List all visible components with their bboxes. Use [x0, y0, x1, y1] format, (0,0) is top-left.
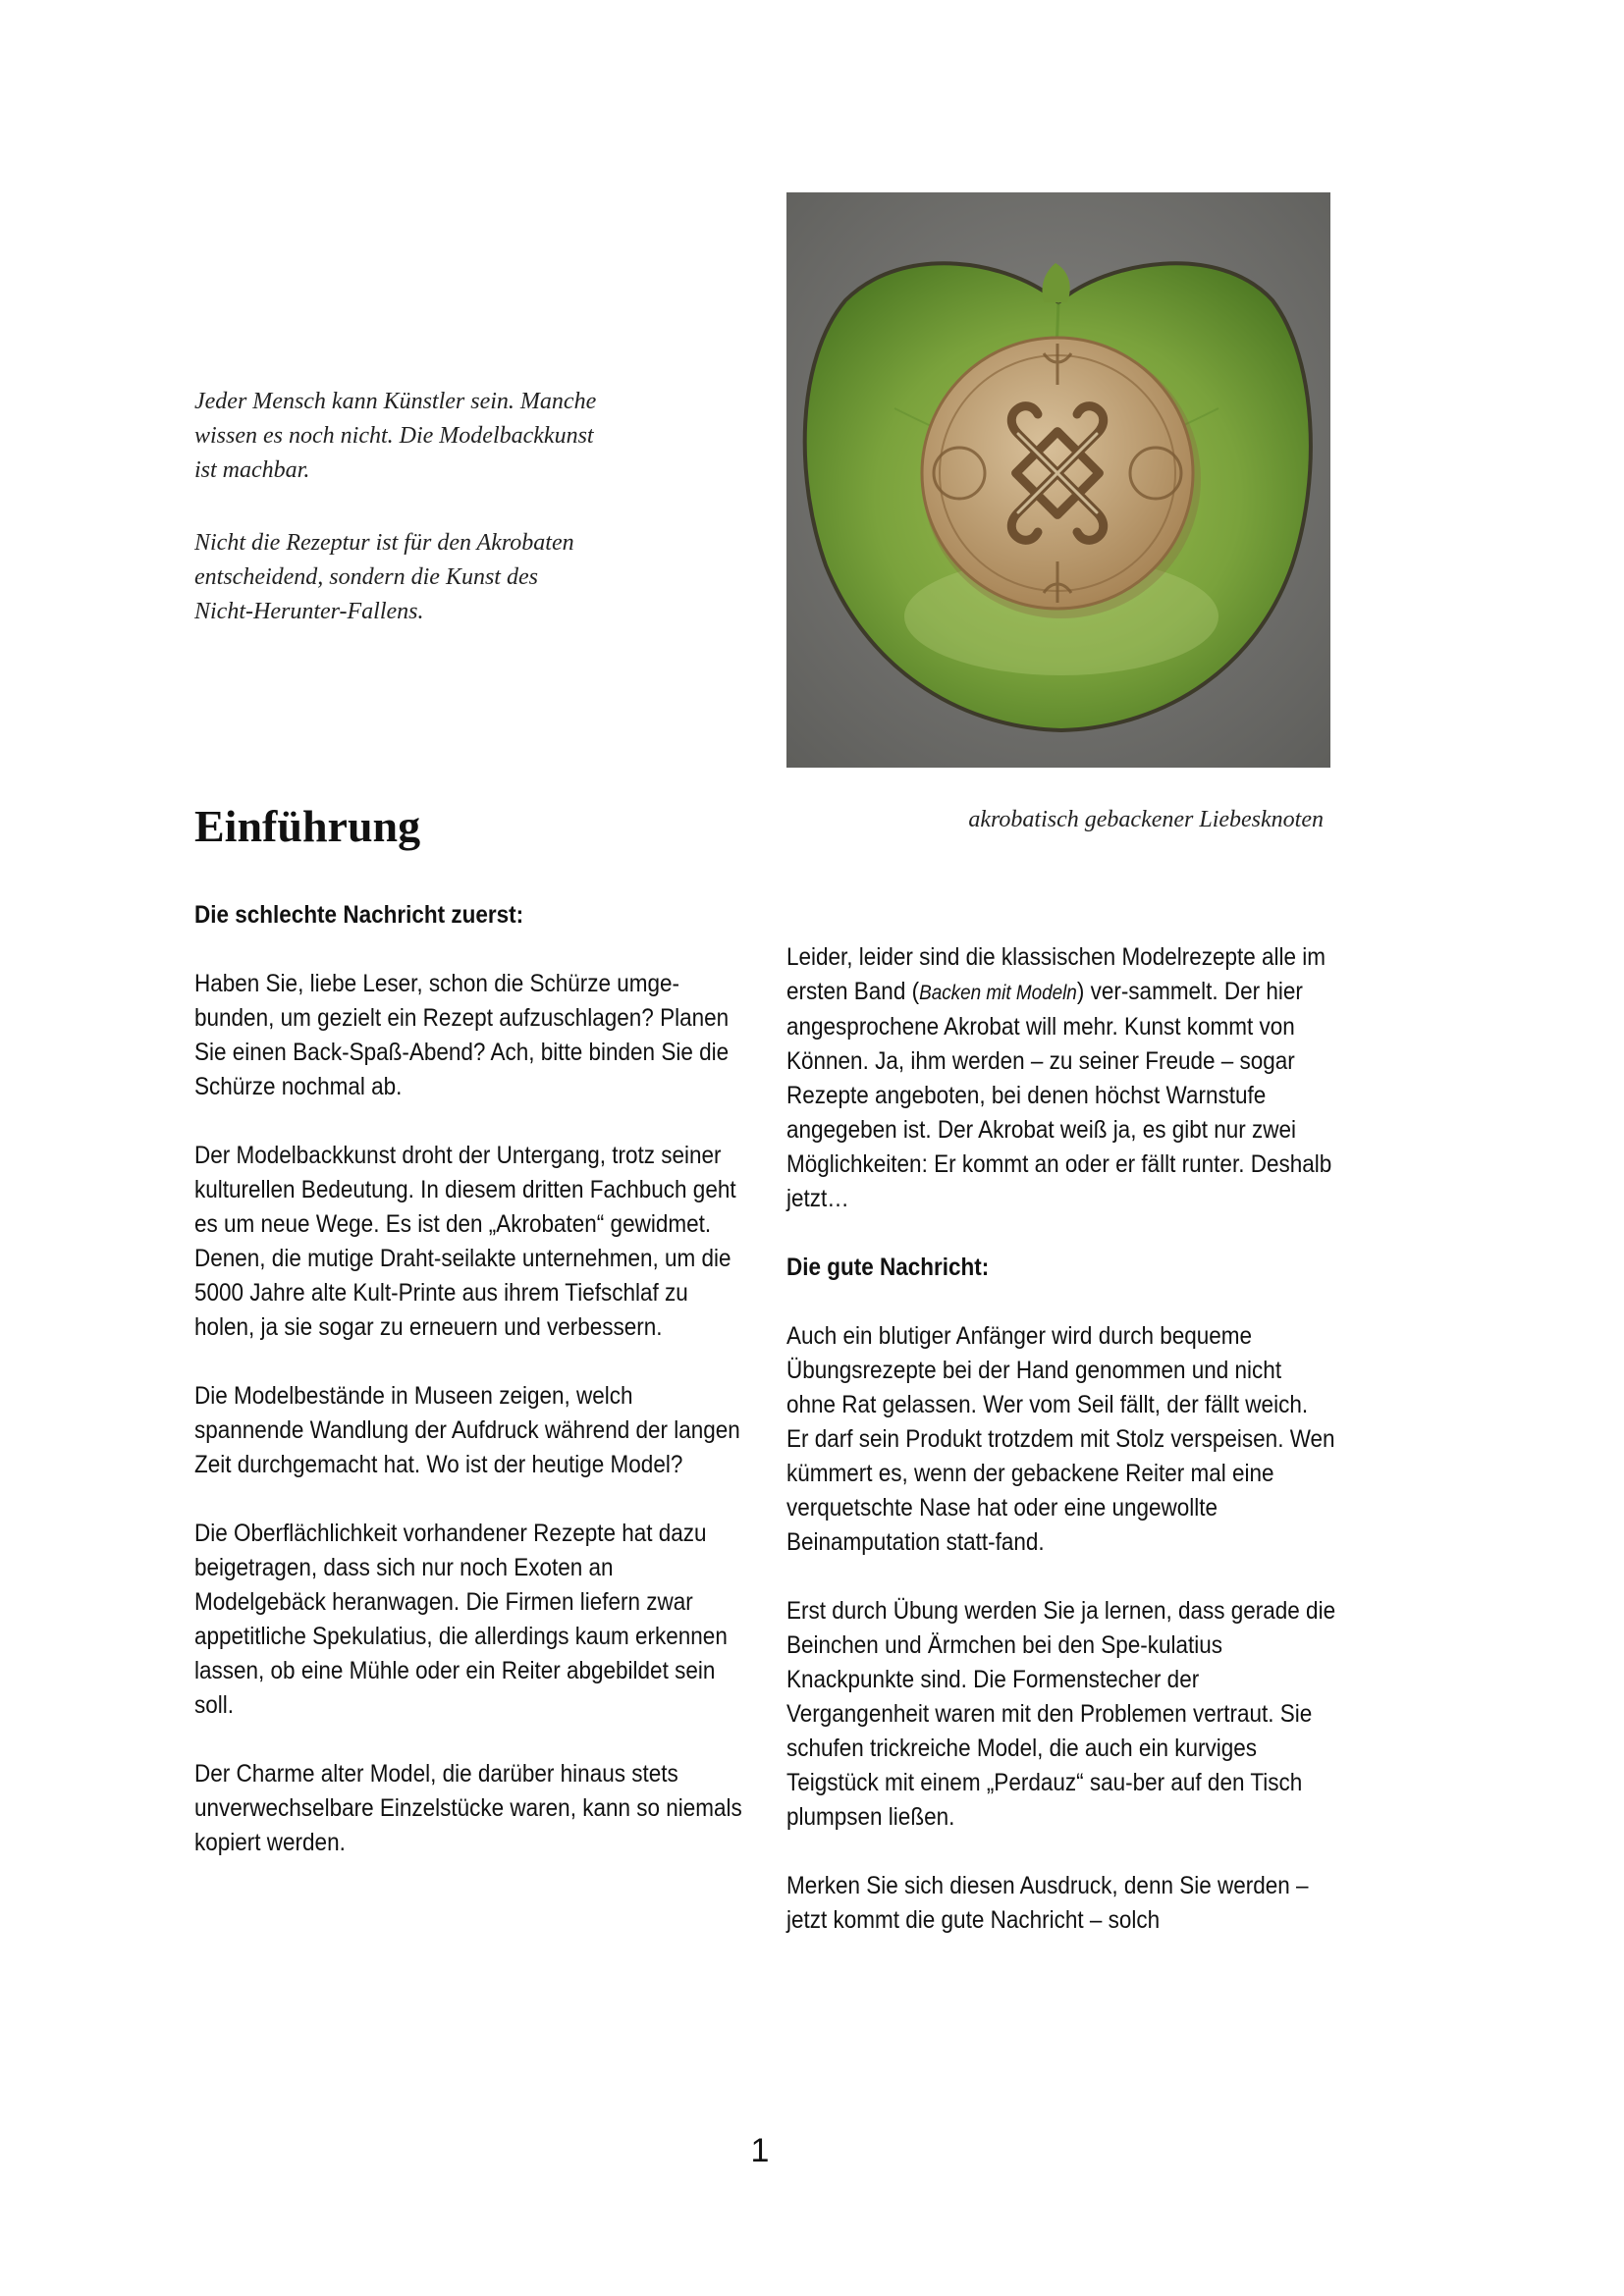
- book-title: Backen mit Modeln: [919, 982, 1077, 1004]
- paragraph: Erst durch Übung werden Sie ja lernen, dass gerade die Beinchen und Ärmchen bei den Spe-kulatius Knackpunkte sind. Die Formenstecher der Vergangenheit waren mit den Problemen vertraut. Sie schufen trickreiche Model, die auch ein kurviges Teigstück mit einem „Perdauz“ sau-ber auf den Tisch plumpsen ließen.: [786, 1597, 1336, 1831]
- paragraph: Merken Sie sich diesen Ausdruck, denn Sie werden – jetzt kommt die gute Nachricht – solch: [786, 1872, 1309, 1934]
- page-number: 1: [750, 2132, 770, 2169]
- right-column: [786, 940, 1336, 1938]
- paragraph: Auch ein blutiger Anfänger wird durch bequeme Übungsrezepte bei der Hand genommen und nicht ohne Rat gelassen. Wer vom Seil fällt, der fällt weich. Er darf sein Produkt trotzdem mit Stolz verspeisen. Wen kümmert es, wenn der gebackene Reiter mal eine verquetschte Nase hat oder eine ungewollte Beinamputation statt-fand.: [786, 1322, 1335, 1556]
- paragraph: Haben Sie, liebe Leser, schon die Schürze umge-bunden, um gezielt ein Rezept aufzuschlagen? Planen Sie einen Back-Spaß-Abend? Ach, bitte binden Sie die Schürze nochmal ab.: [194, 970, 730, 1100]
- paragraph: Die Modelbestände in Museen zeigen, welch spannende Wandlung der Aufdruck während der langen Zeit durchgemacht hat. Wo ist der heutige Model?: [194, 1382, 740, 1478]
- bad-news-heading: Die schlechte Nachricht zuerst:: [194, 901, 524, 929]
- leaf-plate-cookie-image: [786, 192, 1330, 768]
- paragraph: [786, 940, 1335, 1216]
- good-news-heading: Die gute Nachricht:: [786, 1254, 990, 1281]
- paragraph: Der Modelbackkunst droht der Untergang, trotz seiner kulturellen Bedeutung. In diesem dritten Fachbuch geht es um neue Wege. Es ist den „Akrobaten“ gewidmet. Denen, die mutige Draht-seilakte unternehmen, um die 5000 Jahre alte Kult-Printe aus ihrem Tiefschlaf zu holen, ja sie sogar zu erneuern und verbessern.: [194, 1142, 736, 1341]
- intro-quote-1: Jeder Mensch kann Künstler sein. Manche wissen es noch nicht. Die Modelbackkunst ist machbar.: [194, 389, 597, 483]
- paragraph: Die Oberflächlichkeit vorhandener Rezepte hat dazu beigetragen, dass sich nur noch Exoten an Modelgebäck heranwagen. Die Firmen liefern zwar appetitliche Spekulatius, die allerdings kaum erkennen lassen, ob eine Mühle oder ein Reiter abgebildet sein soll.: [194, 1520, 728, 1719]
- chapter-title: Einführung: [194, 801, 421, 851]
- paragraph-text: Leider, leider sind die klassischen Modelrezepte alle im ersten Band (: [786, 943, 1326, 1005]
- intro-quote-2: Nicht die Rezeptur ist für den Akrobaten entscheidend, sondern die Kunst des Nicht-Herunter-Fallens.: [194, 530, 574, 624]
- paragraph: Der Charme alter Model, die darüber hinaus stets unverwechselbare Einzelstücke waren, kann so niemals kopiert werden.: [194, 1760, 742, 1856]
- photo-caption: akrobatisch gebackener Liebesknoten: [968, 807, 1324, 832]
- left-column: [194, 898, 744, 1860]
- paragraph-text: ) ver-sammelt. Der hier angesprochene Akrobat will mehr. Kunst kommt von Können. Ja, ihm werden – zu seiner Freude – sogar Rezepte angeboten, bei denen höchst Warnstufe angegeben ist. Der Akrobat weiß ja, es gibt nur zwei Möglichkeiten: Er kommt an oder er fällt runter. Deshalb jetzt…: [786, 978, 1332, 1212]
